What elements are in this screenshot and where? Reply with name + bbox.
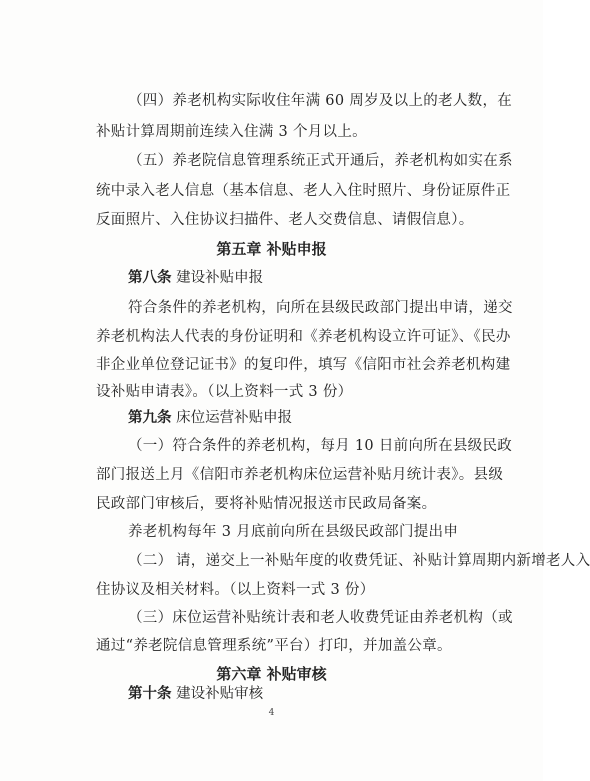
article-9-item-3-line-1: （三）床位运营补贴统计表和老人收费凭证由养老机构（或 — [128, 610, 513, 626]
page-number: 4 — [268, 708, 275, 718]
chapter-5-heading: 第五章 补贴申报 — [216, 240, 327, 258]
paragraph-4-line-1: （四）养老机构实际收住年满 60 周岁及以上的老人数，在 — [128, 93, 513, 109]
article-9-annual-line-1: 养老机构每年 3 月底前向所在县级民政部门提出申 — [128, 524, 459, 540]
article-9-item-3-line-2: 通过“养老院信息管理系统”平台）打印，并加盖公章。 — [96, 638, 452, 654]
article-8-line-1: 符合条件的养老机构，向所在县级民政部门提出申请，递交 — [128, 300, 513, 316]
article-8-title: 建设补贴申报 — [176, 270, 264, 286]
article-8-line-2: 养老机构法人代表的身份证明和《养老机构设立许可证》、《民办 — [96, 329, 511, 345]
paragraph-4-line-2: 补贴计算周期前连续入住满 3 个月以上。 — [96, 124, 367, 140]
paragraph-5-line-3: 反面照片、入住协议扫描件、老人交费信息、请假信息）。 — [96, 212, 474, 228]
article-8-line-4: 设补贴申请表》。（以上资料一式 3 份） — [96, 384, 353, 400]
article-9-item-1-line-3: 民政部门审核后，要将补贴情况报送市民政局备案。 — [96, 496, 437, 512]
chapter-6-heading: 第六章 补贴审核 — [216, 665, 327, 683]
article-9-item-1-line-2: 部门报送上月《信阳市养老机构床位运营补贴月统计表》。县级 — [96, 467, 504, 483]
article-10-number: 第十条 — [128, 686, 172, 702]
article-10-title: 建设补贴审核 — [176, 686, 264, 702]
article-9-annual-line-3: 住协议及相关材料。（以上资料一式 3 份） — [96, 582, 375, 598]
article-9-item-1-line-1: （一）符合条件的养老机构，每月 10 日前向所在县级民政 — [128, 438, 513, 454]
paragraph-5-line-1: （五）养老院信息管理系统正式开通后，养老机构如实在系 — [128, 153, 513, 169]
article-9-annual-line-2: 请，递交上一补贴年度的收费凭证、补贴计算周期内新增老人入 — [176, 553, 590, 569]
article-9-item-2-label: （二） — [128, 553, 173, 569]
article-9-heading — [128, 408, 292, 428]
article-8-line-3: 非企业单位登记证书》的复印件，填写《信阳市社会养老机构建 — [96, 357, 511, 373]
article-9-title: 床位运营补贴申报 — [176, 410, 293, 426]
article-8-heading — [128, 268, 263, 288]
article-9-number: 第九条 — [128, 410, 172, 426]
paragraph-5-line-2: 统中录入老人信息（基本信息、老人入住时照片、身份证原件正 — [96, 183, 511, 199]
article-8-number: 第八条 — [128, 270, 172, 286]
article-10-heading — [128, 684, 263, 704]
